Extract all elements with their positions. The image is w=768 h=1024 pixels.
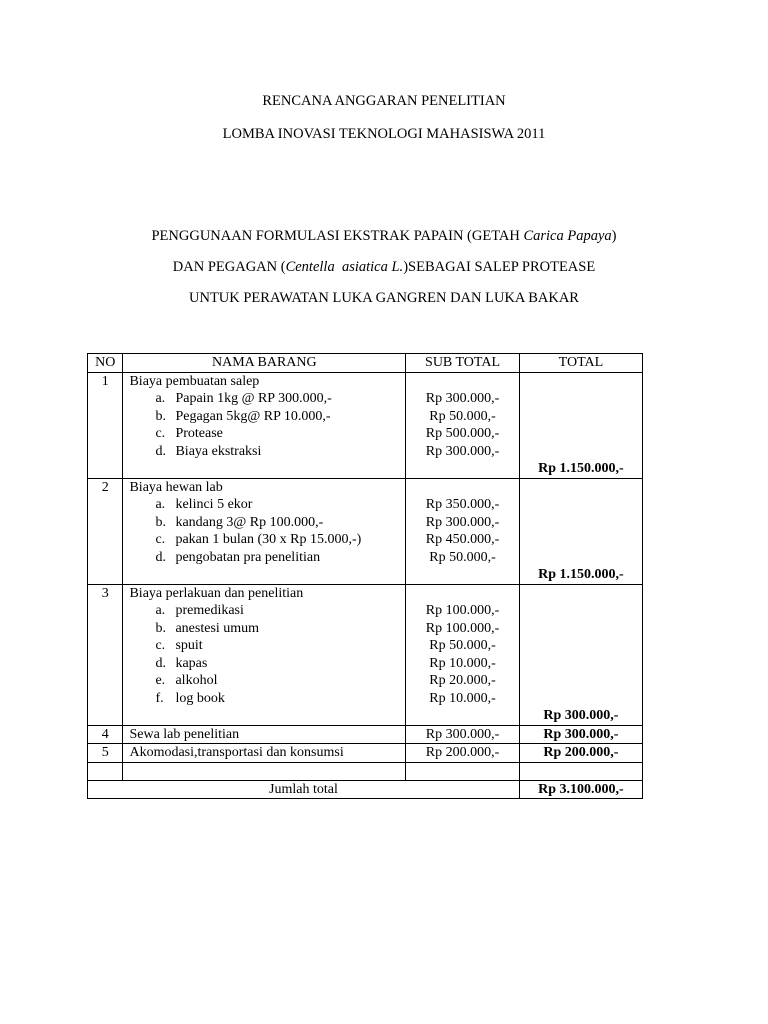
row-item-cell [123,478,406,584]
row-item-name: Biaya hewan lab [129,479,223,495]
subtotal-value: Rp 200.000,- [406,744,520,763]
list-marker: b. [155,620,166,636]
research-title-line-2-b: )SEBAGAI SALEP PROTEASE [403,259,596,275]
table-row [88,478,643,584]
research-title-line-2-a: DAN PEGAGAN ( [172,259,286,275]
research-title-line-3: UNTUK PERAWATAN LUKA GANGREN DAN LUKA BAKAR [189,290,579,306]
header-subtotal: SUB TOTAL [406,354,520,373]
list-marker: b. [155,514,166,530]
subtotal-value: Rp 50.000,- [429,408,496,424]
table-row [88,725,643,744]
research-title-line-1-italic: Carica Papaya [523,228,612,244]
subtotal-value: Rp 300.000,- [425,443,500,459]
list-label: pengobatan pra penelitian [175,549,321,565]
list-marker: f. [155,690,164,706]
list-item [129,408,399,426]
row-item-cell [123,584,406,725]
list-label: spuit [175,638,203,653]
list-marker: a. [155,497,166,512]
header-no: NO [88,354,123,373]
subtotal-value: Rp 300.000,- [425,391,500,406]
row-total: Rp 300.000,- [519,584,642,725]
row-no: 1 [88,372,123,478]
list-label: Papain 1kg @ RP 300.000,- [175,391,332,406]
research-title-line-1-a: PENGGUNAAN FORMULASI EKSTRAK PAPAIN (GETAH [151,228,524,244]
list-marker: c. [155,638,166,653]
list-item [129,637,399,655]
subtotal-value: Rp 20.000,- [429,673,496,688]
subtotal-value: Rp 50.000,- [429,549,496,565]
row-item-list [129,496,399,566]
list-item [129,496,399,514]
row-no: 3 [88,584,123,725]
research-title-line-2 [0,258,768,276]
list-item [129,602,399,620]
list-marker: e. [155,673,166,688]
row-total: Rp 300.000,- [519,725,642,744]
list-item [129,390,399,408]
list-label: kapas [175,655,208,671]
row-total: Rp 200.000,- [519,744,642,763]
subtotal-value: Rp 500.000,- [425,426,500,441]
subtotal-value: Rp 100.000,- [425,603,500,618]
row-item-cell [123,372,406,478]
list-item [129,531,399,549]
empty-row [88,762,643,780]
list-label: Biaya ekstraksi [175,443,262,459]
document-title: RENCANA ANGGARAN PENELITIAN [262,93,506,109]
grand-total-value: Rp 3.100.000,- [519,780,642,799]
list-label: kelinci 5 ekor [175,497,253,512]
list-item [129,443,399,461]
subtotal-value: Rp 350.000,- [425,497,500,512]
list-marker: b. [155,408,166,424]
row-no: 2 [88,478,123,584]
research-title-line-1 [0,227,768,245]
list-label: alkohol [175,673,218,688]
list-item [129,620,399,638]
row-no: 5 [88,744,123,763]
list-item [129,655,399,673]
list-marker: a. [155,603,166,618]
table-row [88,584,643,725]
header-total: TOTAL [519,354,642,373]
list-label: pakan 1 bulan (30 x Rp 15.000,-) [175,532,362,547]
row-item-name: Sewa lab penelitian [123,725,406,744]
row-item-name: Biaya perlakuan dan penelitian [129,585,304,601]
list-marker: d. [155,549,166,565]
row-subtotal-cell [406,478,520,584]
subtotal-value: Rp 300.000,- [425,514,500,530]
grand-total-row [88,780,643,799]
subtotal-value: Rp 50.000,- [429,638,496,653]
row-item-name: Akomodasi,transportasi dan konsumsi [123,744,406,763]
row-total: Rp 1.150.000,- [519,478,642,584]
row-subtotal-cell [406,372,520,478]
table-header-row [88,354,643,373]
list-item [129,672,399,690]
subtotal-value: Rp 10.000,- [429,655,496,671]
table-row [88,372,643,478]
list-label: anestesi umum [175,620,260,636]
list-marker: c. [155,426,166,441]
list-marker: d. [155,655,166,671]
row-total: Rp 1.150.000,- [519,372,642,478]
document-subtitle-competition: LOMBA INOVASI TEKNOLOGI MAHASISWA 2011 [222,126,546,142]
row-subtotal-cell [406,584,520,725]
list-label: premedikasi [175,603,244,618]
list-item [129,425,399,443]
header-item-name: NAMA BARANG [123,354,406,373]
list-label: log book [175,690,225,706]
budget-table [87,353,643,799]
row-item-name: Biaya pembuatan salep [129,373,260,389]
list-item [129,514,399,532]
list-marker: a. [155,391,166,406]
list-marker: d. [155,443,166,459]
row-no: 4 [88,725,123,744]
research-title-line-1-b: ) [611,228,617,244]
grand-total-label: Jumlah total [88,780,520,799]
list-marker: c. [155,532,166,547]
subtotal-value: Rp 100.000,- [425,620,500,636]
list-label: Pegagan 5kg@ RP 10.000,- [175,408,331,424]
list-label: kandang 3@ Rp 100.000,- [175,514,324,530]
subtotal-value: Rp 10.000,- [429,690,496,706]
table-row [88,744,643,763]
subtotal-value: Rp 300.000,- [406,725,520,744]
subtotal-value: Rp 450.000,- [425,532,500,547]
row-item-list [129,390,399,460]
list-item [129,549,399,567]
list-item [129,690,399,708]
list-label: Protease [175,426,223,441]
row-item-list [129,602,399,707]
research-title-line-2-italic: Centella asiatica L. [285,259,404,275]
